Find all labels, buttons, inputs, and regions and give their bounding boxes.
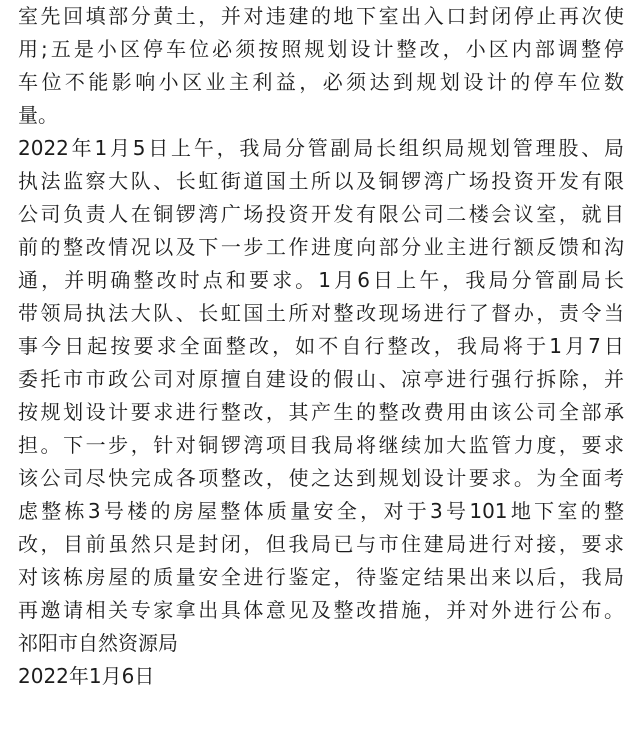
text-line: 量。 (18, 103, 58, 127)
text-line: 公司负责人在铜锣湾广场投资开发有限公司二楼会议室，就目 (18, 202, 624, 226)
text-line: 用;五是小区停车位必须按照规划设计整改，小区内部调整停 (18, 37, 624, 61)
text-line: 事今日起按要求全面整改，如不自行整改，我局将于1月7日 (18, 334, 624, 358)
signature-organization: 祁阳市自然资源局 (18, 631, 178, 655)
signature-date: 2022年1月6日 (18, 664, 155, 688)
text-line: 执法监察大队、长虹街道国土所以及铜锣湾广场投资开发有限 (18, 169, 624, 193)
text-line: 再邀请相关专家拿出具体意见及整改措施，并对外进行公布。 (18, 598, 624, 622)
document-body (18, 0, 624, 693)
text-line: 虑整栋3号楼的房屋整体质量安全，对于3号101地下室的整 (18, 499, 624, 523)
text-line: 该公司尽快完成各项整改，使之达到规划设计要求。为全面考 (18, 466, 624, 490)
text-line: 按规划设计要求进行整改，其产生的整改费用由该公司全部承 (18, 400, 624, 424)
text-line: 改，目前虽然只是封闭，但我局已与市住建局进行对接，要求 (18, 532, 624, 556)
text-line: 车位不能影响小区业主利益，必须达到规划设计的停车位数 (18, 70, 624, 94)
text-line: 前的整改情况以及下一步工作进度向部分业主进行额反馈和沟 (18, 235, 624, 259)
text-line: 2022年1月5日上午，我局分管副局长组织局规划管理股、局 (18, 136, 624, 160)
text-line: 室先回填部分黄土，并对违建的地下室出入口封闭停止再次使 (18, 4, 624, 28)
text-line: 通，并明确整改时点和要求。1月6日上午，我局分管副局长 (18, 268, 624, 292)
text-line: 对该栋房屋的质量安全进行鉴定，待鉴定结果出来以后，我局 (18, 565, 624, 589)
text-line: 担。下一步，针对铜锣湾项目我局将继续加大监管力度，要求 (18, 433, 624, 457)
text-line: 带领局执法大队、长虹国土所对整改现场进行了督办，责令当 (18, 301, 624, 325)
text-line: 委托市市政公司对原擅自建设的假山、凉亭进行强行拆除，并 (18, 367, 624, 391)
